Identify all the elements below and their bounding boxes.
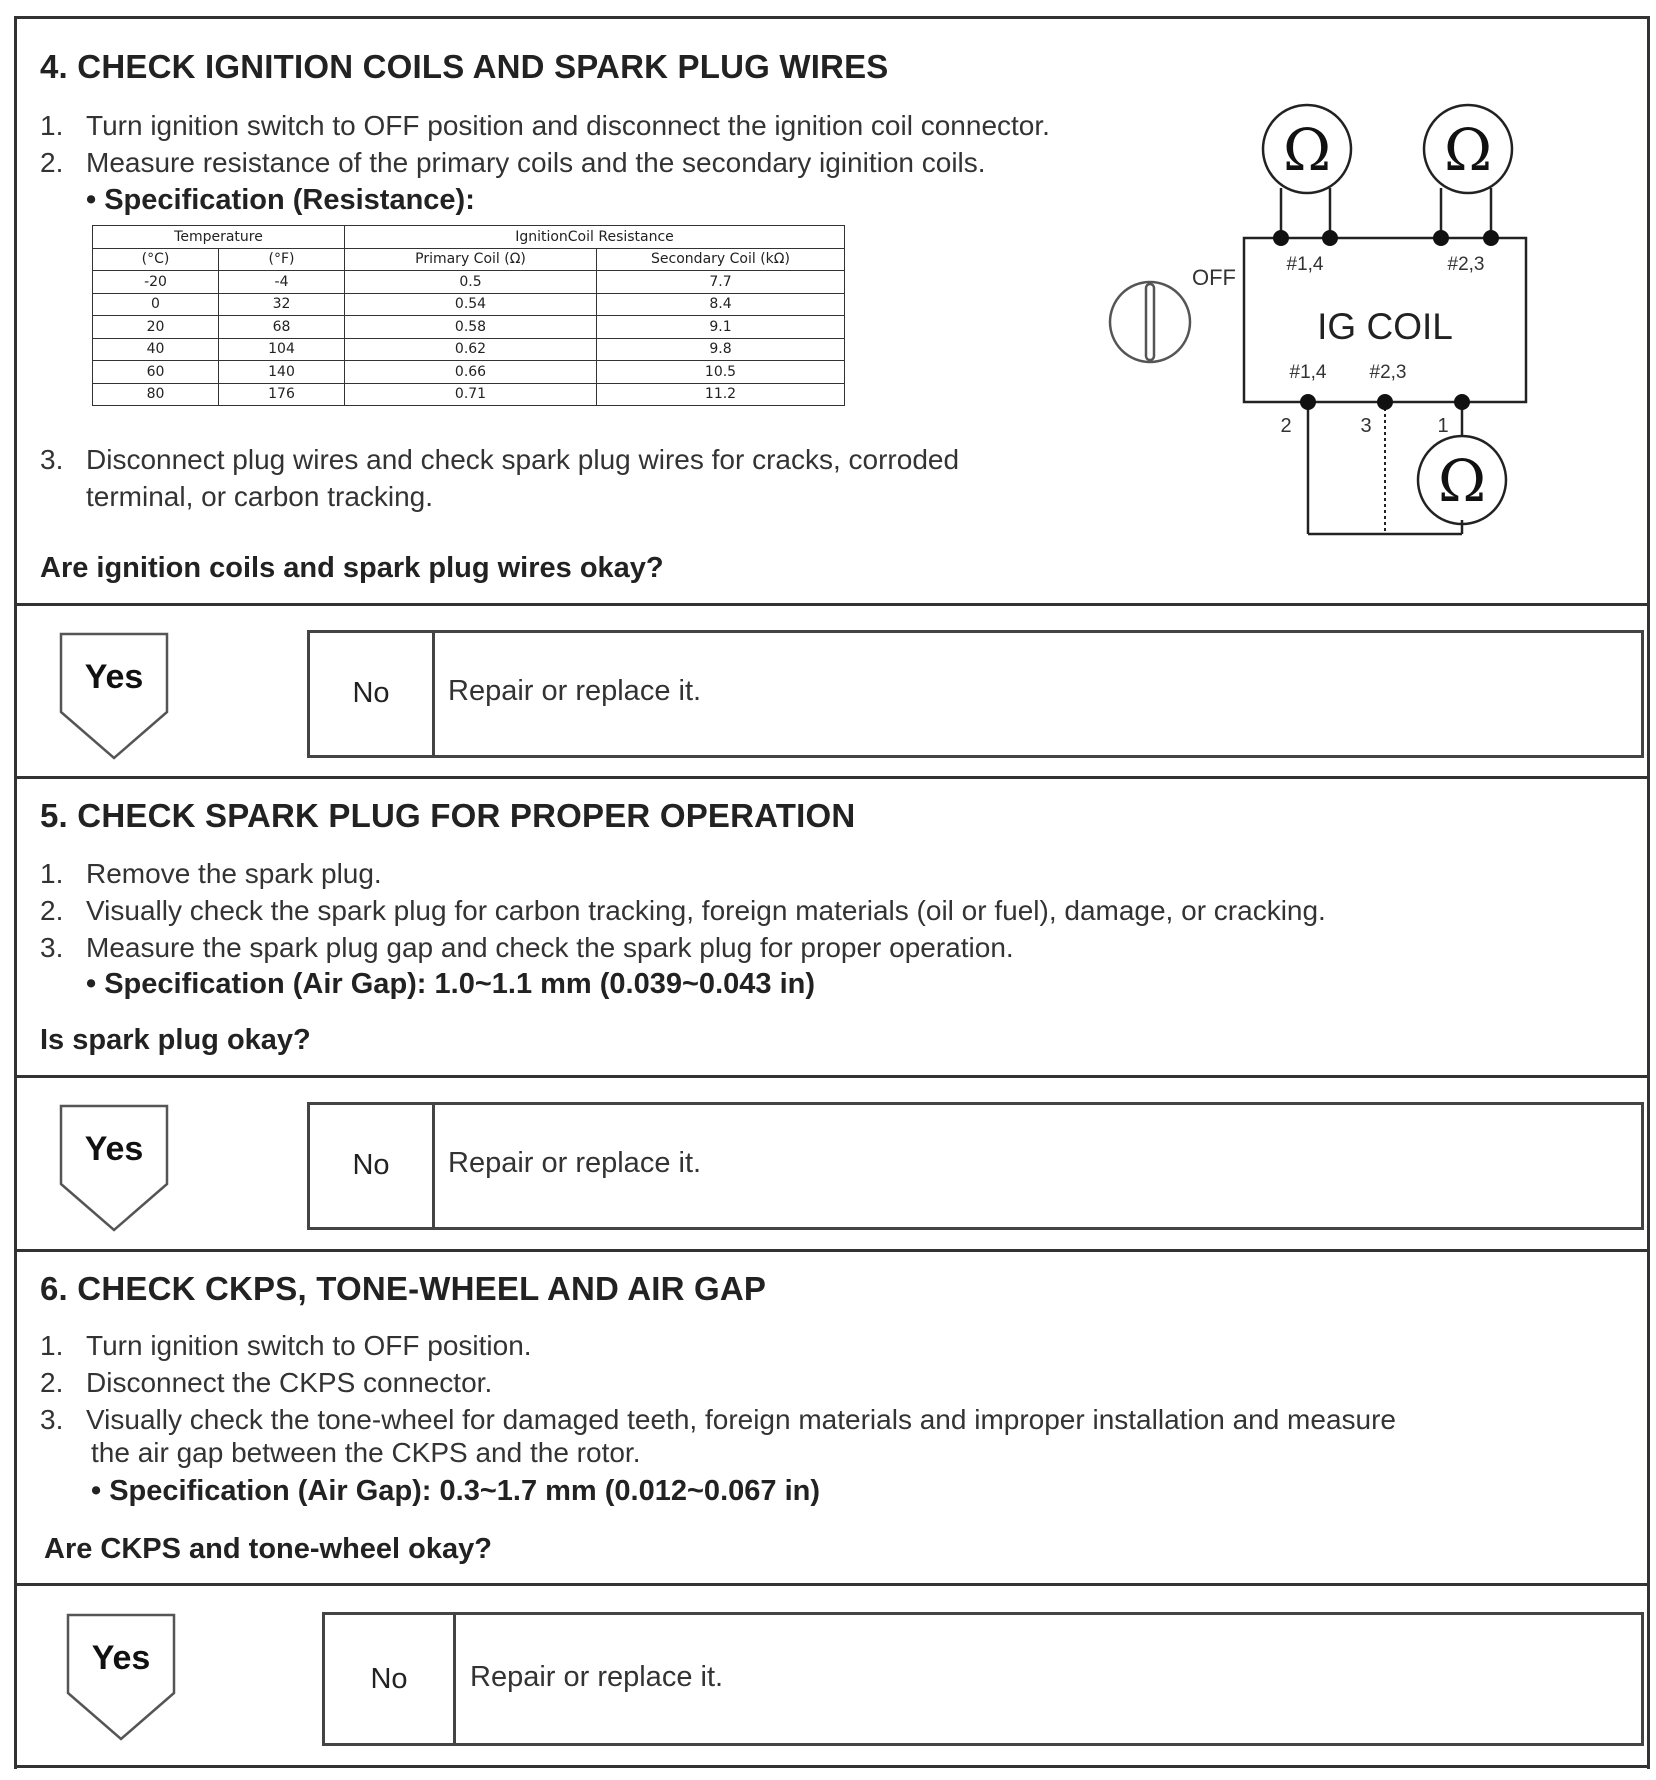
step4-yes-marker [59, 632, 169, 760]
table-cell: 9.8 [597, 338, 845, 361]
step6-item3-number: 3. [40, 1404, 64, 1435]
table-header-primary: Primary Coil (Ω) [345, 248, 597, 271]
yes-label: Yes [84, 658, 144, 696]
step5-question: Is spark plug okay? [40, 1024, 311, 1056]
switch-off-label: OFF [1192, 265, 1236, 290]
step4-spec: • Specification (Resistance): [86, 184, 475, 216]
step6-item1-text: Turn ignition switch to OFF position. [86, 1330, 532, 1361]
table-cell: 104 [219, 338, 345, 361]
step4-item1-text: Turn ignition switch to OFF position and disconnect the ignition coil connector. [86, 110, 1050, 141]
repair-action: Repair or replace it. [470, 1661, 724, 1693]
table-cell: 0.66 [345, 361, 597, 384]
table-cell: 20 [93, 316, 219, 339]
step6-yes-marker [66, 1613, 176, 1741]
table-cell: 60 [93, 361, 219, 384]
repair-action: Repair or replace it. [448, 675, 702, 707]
omega-symbol: Ω [1282, 116, 1332, 184]
table-cell: 0.71 [345, 383, 597, 406]
yes-label: Yes [84, 1130, 144, 1168]
table-row [93, 293, 845, 316]
table-cell: -20 [93, 271, 219, 294]
no-label: No [370, 1663, 408, 1695]
no-label: No [352, 1149, 390, 1181]
step6-item1-number: 1. [40, 1330, 64, 1361]
step4-item2-text: Measure resistance of the primary coils and the secondary iginition coils. [86, 147, 986, 178]
table-cell: 176 [219, 383, 345, 406]
table-cell: 9.1 [597, 316, 845, 339]
step5-item2-number: 2. [40, 895, 64, 926]
section-divider [14, 1583, 1650, 1586]
step6-item2-number: 2. [40, 1367, 64, 1398]
table-cell: 11.2 [597, 383, 845, 406]
step4-item3-number: 3. [40, 444, 64, 475]
step6-item3-continuation: the air gap between the CKPS and the rotor. [91, 1437, 641, 1468]
no-label: No [352, 677, 390, 709]
step6-spec: • Specification (Air Gap): 0.3~1.7 mm (0.012~0.067 in) [91, 1475, 820, 1507]
resistance-table [92, 225, 845, 406]
repair-action: Repair or replace it. [448, 1147, 702, 1179]
pin-label: 3 [1360, 415, 1372, 437]
step5-item3-number: 3. [40, 932, 64, 963]
step4-item1-number: 1. [40, 110, 64, 141]
step5-no-box [307, 1102, 1644, 1230]
step4-no-box [307, 630, 1644, 758]
table-header-celsius: (°C) [93, 248, 219, 271]
step4-title: 4. CHECK IGNITION COILS AND SPARK PLUG WIRES [40, 48, 889, 85]
ig-coil-label: IG COIL [1317, 306, 1453, 347]
ignition-coil-diagram [1100, 100, 1540, 560]
table-cell: 0.5 [345, 271, 597, 294]
pin-label: 1 [1437, 415, 1449, 437]
step6-item3-text: Visually check the tone-wheel for damaged teeth, foreign materials and improper installation and measure [86, 1404, 1396, 1435]
section-divider [14, 1249, 1650, 1252]
table-row [93, 383, 845, 406]
step5-yes-marker [59, 1104, 169, 1232]
table-row [93, 361, 845, 384]
pin-label: #2,3 [1447, 254, 1485, 275]
table-cell: 40 [93, 338, 219, 361]
table-cell: 0.58 [345, 316, 597, 339]
table-cell: 8.4 [597, 293, 845, 316]
step5-spec: • Specification (Air Gap): 1.0~1.1 mm (0.039~0.043 in) [86, 968, 815, 1000]
table-cell: 10.5 [597, 361, 845, 384]
table-header-resistance: IgnitionCoil Resistance [345, 226, 845, 249]
table-row [93, 338, 845, 361]
pin-label: #1,4 [1286, 254, 1324, 275]
pin-label: #1,4 [1289, 362, 1327, 383]
table-row [93, 316, 845, 339]
step4-item3-continuation: terminal, or carbon tracking. [86, 481, 434, 512]
step5-item1-number: 1. [40, 858, 64, 889]
table-cell: 7.7 [597, 271, 845, 294]
table-header-temperature: Temperature [93, 226, 345, 249]
step4-question: Are ignition coils and spark plug wires okay? [40, 552, 664, 584]
step4-item2-number: 2. [40, 147, 64, 178]
step5-item1-text: Remove the spark plug. [86, 858, 382, 889]
section-divider [14, 1765, 1650, 1768]
step4-item3-text: Disconnect plug wires and check spark plug wires for cracks, corroded [86, 444, 960, 475]
table-row [93, 271, 845, 294]
step5-item2-text: Visually check the spark plug for carbon tracking, foreign materials (oil or fuel), damage, or cracking. [86, 895, 1326, 926]
step6-question: Are CKPS and tone-wheel okay? [44, 1533, 492, 1565]
table-cell: 0.62 [345, 338, 597, 361]
section-divider [14, 1075, 1650, 1078]
table-cell: 140 [219, 361, 345, 384]
omega-symbol: Ω [1437, 447, 1487, 515]
section-divider [14, 603, 1650, 606]
table-cell: 0 [93, 293, 219, 316]
table-cell: 68 [219, 316, 345, 339]
step6-no-box [322, 1612, 1644, 1746]
step5-title: 5. CHECK SPARK PLUG FOR PROPER OPERATION [40, 797, 856, 834]
table-header-secondary: Secondary Coil (kΩ) [597, 248, 845, 271]
omega-symbol: Ω [1443, 116, 1493, 184]
yes-label: Yes [91, 1639, 151, 1677]
table-header-fahrenheit: (°F) [219, 248, 345, 271]
table-cell: 80 [93, 383, 219, 406]
ignition-switch-icon [1110, 282, 1190, 362]
step6-title: 6. CHECK CKPS, TONE-WHEEL AND AIR GAP [40, 1270, 767, 1307]
step5-item3-text: Measure the spark plug gap and check the spark plug for proper operation. [86, 932, 1014, 963]
section-divider [14, 776, 1650, 779]
pin-label: 2 [1280, 415, 1292, 437]
table-cell: -4 [219, 271, 345, 294]
table-cell: 32 [219, 293, 345, 316]
table-cell: 0.54 [345, 293, 597, 316]
pin-label: #2,3 [1369, 362, 1407, 383]
step6-item2-text: Disconnect the CKPS connector. [86, 1367, 493, 1398]
